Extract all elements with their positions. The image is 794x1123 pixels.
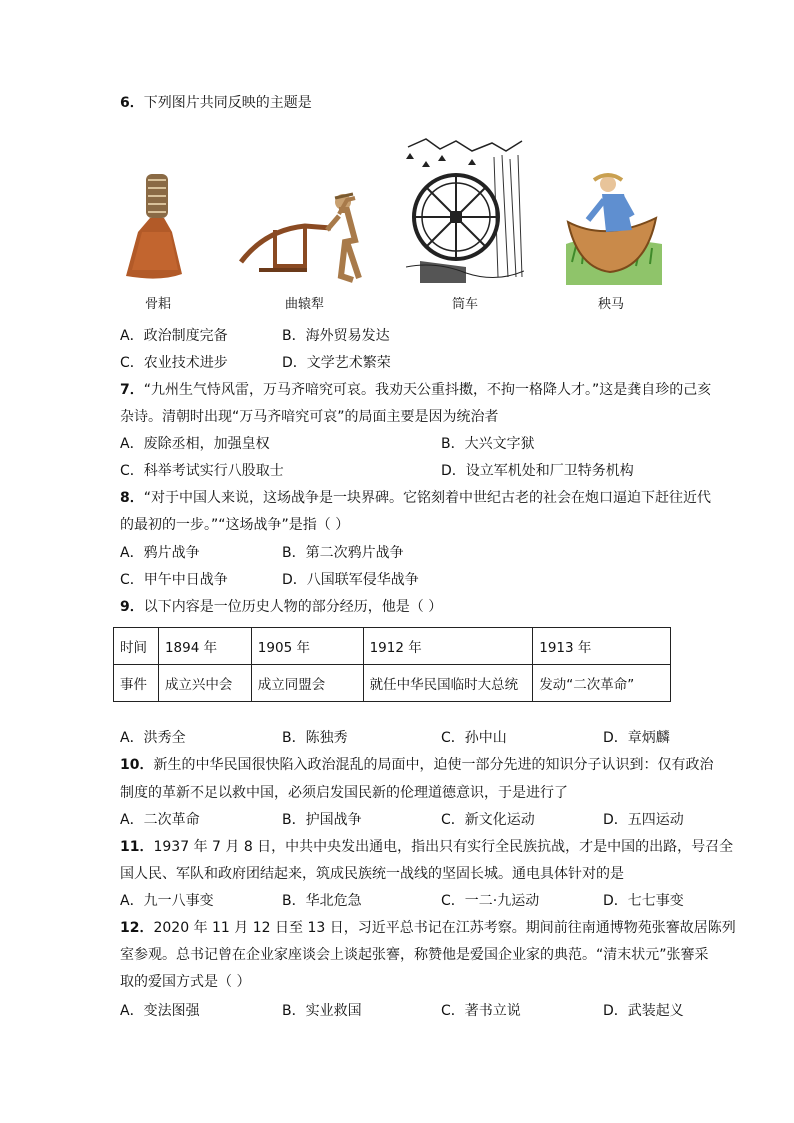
q8-option-b: B．第二次鸦片战争 xyxy=(282,545,404,561)
table-cell: 时间 xyxy=(114,628,159,665)
q6-option-a: A．政治制度完备 xyxy=(120,328,228,344)
question-number: 10． xyxy=(120,757,154,773)
question-12-stem-line3: 取的爱国方式是（ ） xyxy=(120,974,251,990)
question-text: 下列图片共同反映的主题是 xyxy=(143,95,312,111)
question-11-stem-line1 xyxy=(120,837,733,857)
q11-option-d: D．七七事变 xyxy=(603,893,684,909)
image-caption-bone-spade: 骨耜 xyxy=(145,297,172,312)
table-cell: 1905 年 xyxy=(251,628,363,665)
question-9-stem xyxy=(120,597,442,617)
table-cell: 成立同盟会 xyxy=(251,665,363,702)
water-wheel-image xyxy=(406,137,524,285)
question-6-stem xyxy=(120,93,312,113)
table-cell: 就任中华民国临时大总统 xyxy=(363,665,533,702)
q11-option-c: C．一二·九运动 xyxy=(441,893,540,909)
table-cell: 1912 年 xyxy=(363,628,533,665)
table-cell: 1894 年 xyxy=(158,628,251,665)
question-10-stem-line2: 制度的革新不足以救中国，必须启发国民新的伦理道德意识，于是进行了 xyxy=(120,785,568,801)
curved-plough-image xyxy=(235,180,375,285)
q11-option-b: B．华北危急 xyxy=(282,893,362,909)
question-number: 6． xyxy=(120,95,144,111)
question-text: “九州生气恃风雷，万马齐喑究可哀。我劝天公重抖擞，不拘一格降人才。”这是龚自珍的己亥 xyxy=(143,382,712,398)
question-number: 7． xyxy=(120,382,144,398)
question-text: 新生的中华民国很快陷入政治混乱的局面中，迫使一部分先进的知识分子认识到：仅有政治 xyxy=(153,757,714,773)
q12-option-d: D．武装起义 xyxy=(603,1003,684,1019)
bone-spade-image xyxy=(120,170,192,285)
q12-option-a: A．变法图强 xyxy=(120,1003,200,1019)
image-caption-seedling-horse: 秧马 xyxy=(598,297,625,312)
question-text: 2020 年 11 月 12 日至 13 日，习近平总书记在江苏考察。期间前往南通博物苑张謇故居陈列 xyxy=(153,920,736,936)
question-7-stem-line2: 杂诗。清朝时出现“万马齐喑究可哀”的局面主要是因为统治者 xyxy=(120,409,499,425)
question-text: “对于中国人来说，这场战争是一块界碑。它铭刻着中世纪古老的社会在炮口逼迫下赶往近代 xyxy=(143,490,712,506)
table-cell: 成立兴中会 xyxy=(158,665,251,702)
question-11-stem-line2: 国人民、军队和政府团结起来，筑成民族统一战线的坚固长城。通电具体针对的是 xyxy=(120,866,624,882)
question-text: 1937 年 7 月 8 日，中共中央发出通电，指出只有实行全民族抗战，才是中国的出路，号召全 xyxy=(153,839,734,855)
q10-option-d: D．五四运动 xyxy=(603,812,684,828)
question-number: 8． xyxy=(120,490,144,506)
table-cell: 1913 年 xyxy=(533,628,671,665)
q9-option-d: D．章炳麟 xyxy=(603,730,670,746)
q6-option-d: D．文学艺术繁荣 xyxy=(282,355,391,371)
question-8-stem-line2: 的最初的一步。”“这场战争”是指（ ） xyxy=(120,517,350,533)
image-caption-water-wheel: 筒车 xyxy=(452,297,479,312)
question-number: 12． xyxy=(120,920,154,936)
q8-option-a: A．鸦片战争 xyxy=(120,545,200,561)
q10-option-c: C．新文化运动 xyxy=(441,812,535,828)
question-10-stem-line1 xyxy=(120,755,713,775)
question-12-stem-line2: 室参观。总书记曾在企业家座谈会上谈起张謇，称赞他是爱国企业家的典范。“清末状元”张謇采 xyxy=(120,947,709,963)
q9-option-a: A．洪秀全 xyxy=(120,730,186,746)
q6-option-c: C．农业技术进步 xyxy=(120,355,228,371)
q9-option-c: C．孙中山 xyxy=(441,730,507,746)
q11-option-a: A．九一八事变 xyxy=(120,893,214,909)
q7-option-d: D．设立军机处和厂卫特务机构 xyxy=(441,463,634,479)
q7-option-b: B．大兴文字狱 xyxy=(441,436,535,452)
q7-option-a: A．废除丞相，加强皇权 xyxy=(120,436,270,452)
image-caption-curved-plough: 曲辕犁 xyxy=(285,297,325,312)
q12-option-c: C．著书立说 xyxy=(441,1003,521,1019)
question-12-stem-line1 xyxy=(120,918,736,938)
q9-option-b: B．陈独秀 xyxy=(282,730,348,746)
table-cell: 发动“二次革命” xyxy=(533,665,671,702)
table-row xyxy=(114,665,671,702)
table-row xyxy=(114,628,671,665)
question-number: 9． xyxy=(120,599,144,615)
question-number: 11． xyxy=(120,839,154,855)
q7-option-c: C．科举考试实行八股取士 xyxy=(120,463,284,479)
question-8-stem-line1 xyxy=(120,488,711,508)
table-cell: 事件 xyxy=(114,665,159,702)
question-7-stem-line1 xyxy=(120,380,711,400)
question-text: 以下内容是一位历史人物的部分经历，他是（ ） xyxy=(143,599,443,615)
q10-option-b: B．护国战争 xyxy=(282,812,362,828)
q8-option-d: D．八国联军侵华战争 xyxy=(282,572,419,588)
q12-option-b: B．实业救国 xyxy=(282,1003,362,1019)
q6-option-b: B．海外贸易发达 xyxy=(282,328,390,344)
q10-option-a: A．二次革命 xyxy=(120,812,200,828)
rice-seedling-horse-image xyxy=(566,172,662,285)
timeline-table xyxy=(113,627,671,702)
q8-option-c: C．甲午中日战争 xyxy=(120,572,228,588)
